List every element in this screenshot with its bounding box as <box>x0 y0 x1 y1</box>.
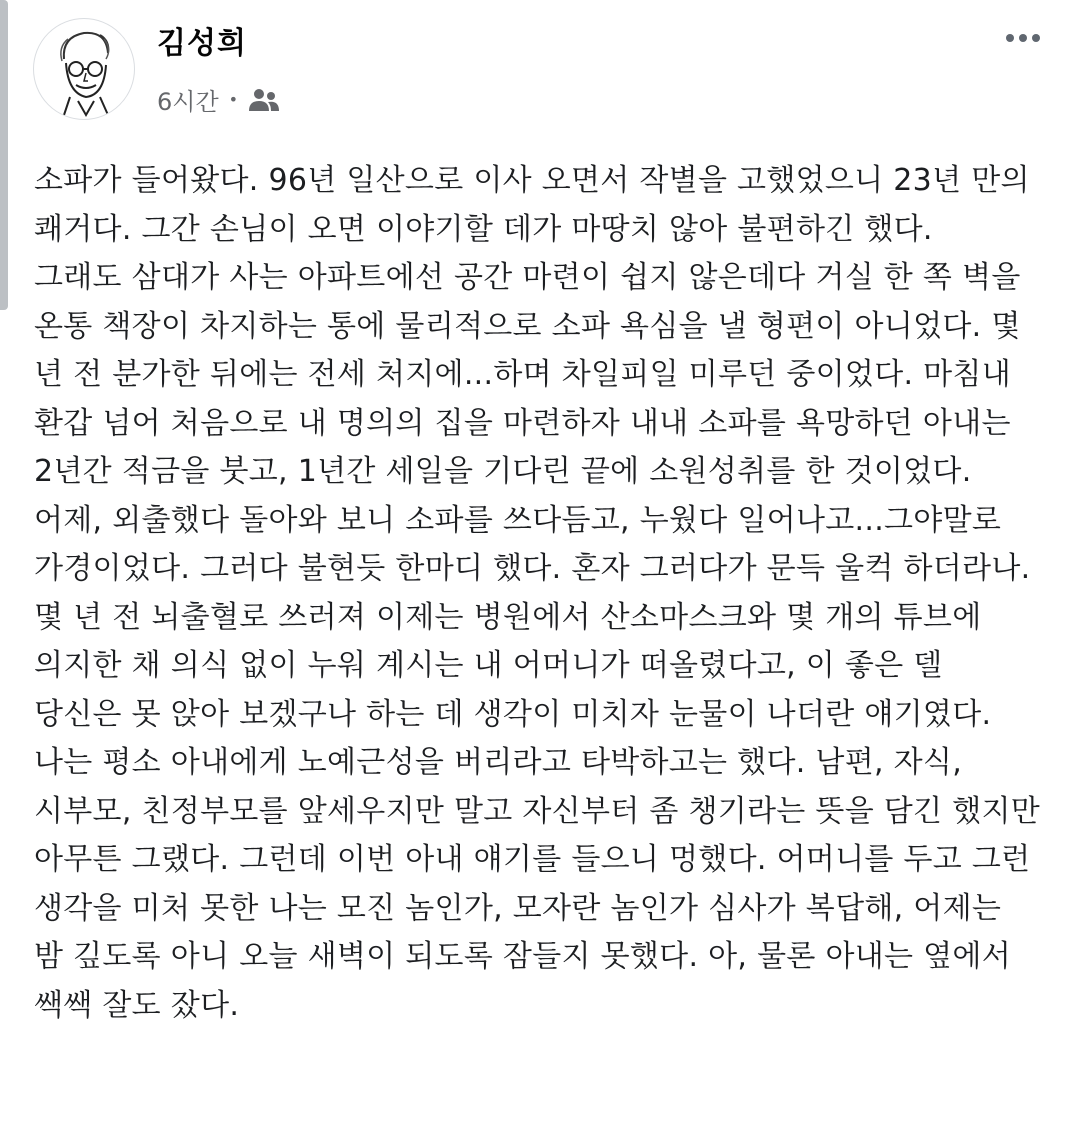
post-text-line: 당신은 못 앉아 보겠구나 하는 데 생각이 미치자 눈물이 나더란 얘기였다. <box>34 696 992 732</box>
scroll-edge <box>0 0 8 310</box>
more-dot <box>1006 34 1014 42</box>
more-options-icon[interactable] <box>1006 34 1040 42</box>
post-meta <box>157 82 280 117</box>
post-text-line: 나는 평소 아내에게 노예근성을 버리라고 타박하고는 했다. 남편, 자식, <box>34 745 963 780</box>
post-text-line: 년 전 분가한 뒤에는 전세 처지에...하며 차일피일 미루던 중이었다. 마침내 <box>34 357 1011 392</box>
post-text-line: 가경이었다. 그러다 불현듯 한마디 했다. 혼자 그러다가 문득 울컥 하더라나. <box>34 551 1031 586</box>
post-text-line: 쌕쌕 잘도 잤다. <box>34 987 240 1023</box>
post-text-line: 2년간 적금을 붓고, 1년간 세일을 기다린 끝에 소원성취를 한 것이었다. <box>34 454 972 489</box>
post-text-line: 시부모, 친정부모를 앞세우지만 말고 자신부터 좀 챙기라는 뜻을 담긴 했지만 <box>34 793 1041 829</box>
caricature-avatar-icon <box>34 19 134 119</box>
post-text <box>34 157 1054 1030</box>
post-text-line: 소파가 들어왔다. 96년 일산으로 이사 오면서 작별을 고했었으니 23년 만의 <box>34 163 1030 198</box>
post-text-line: 쾌거다. 그간 손님이 오면 이야기할 데가 마땅치 않아 불편하긴 했다. <box>34 211 933 247</box>
friends-icon[interactable] <box>248 87 280 113</box>
post-text-line: 그래도 삼대가 사는 아파트에선 공간 마련이 쉽지 않은데다 거실 한 쪽 벽을 <box>34 260 1021 295</box>
more-dot <box>1032 34 1040 42</box>
post-text-line: 밤 깊도록 아니 오늘 새벽이 되도록 잠들지 못했다. 아, 물론 아내는 옆에서 <box>34 939 1011 974</box>
post-text-line: 아무튼 그랬다. 그런데 이번 아내 얘기를 들으니 멍했다. 어머니를 두고 그런 <box>34 842 1031 877</box>
avatar[interactable] <box>33 18 135 120</box>
post-text-line: 환갑 넘어 처음으로 내 명의의 집을 마련하자 내내 소파를 욕망하던 아내는 <box>34 405 1011 441</box>
post-time[interactable]: 6시간 <box>157 88 219 116</box>
post-text-line: 생각을 미처 못한 나는 모진 놈인가, 모자란 놈인가 심사가 복답해, 어제는 <box>34 890 1002 926</box>
post-text-line: 어제, 외출했다 돌아와 보니 소파를 쓰다듬고, 누웠다 일어나고...그야말로 <box>34 502 1002 538</box>
meta-separator: • <box>228 90 239 109</box>
post-text-line: 온통 책장이 차지하는 통에 물리적으로 소파 욕심을 낼 형편이 아니었다. 몇 <box>34 308 1021 344</box>
post-text-line: 몇 년 전 뇌출혈로 쓰러져 이제는 병원에서 산소마스크와 몇 개의 튜브에 <box>34 599 982 635</box>
more-dot <box>1019 34 1027 42</box>
author-name[interactable]: 김성희 <box>157 26 247 61</box>
post-header <box>33 18 1040 128</box>
post-text-line: 의지한 채 의식 없이 누워 계시는 내 어머니가 떠올렸다고, 이 좋은 델 <box>34 648 943 683</box>
